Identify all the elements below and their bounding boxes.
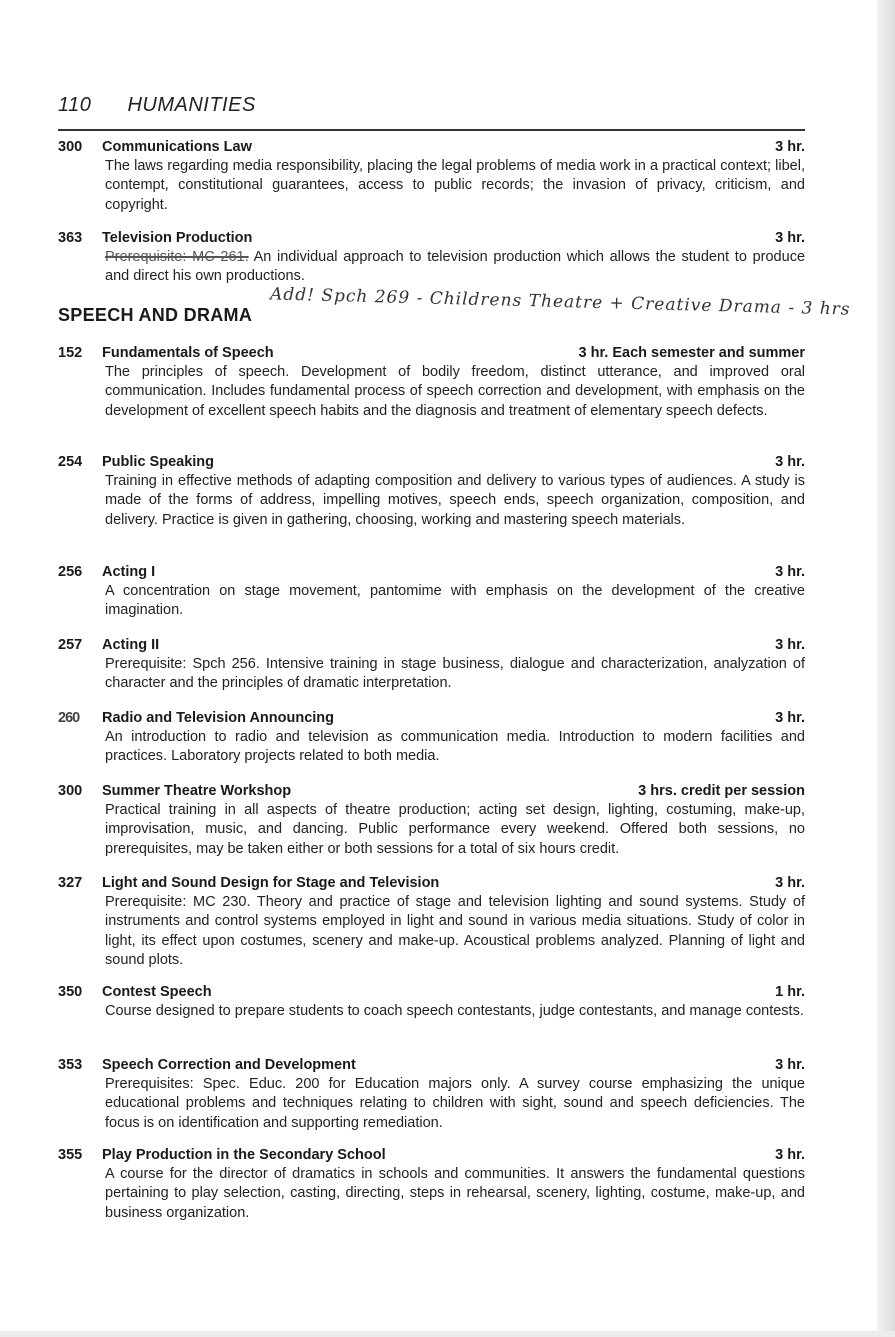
course-credit: 3 hr. bbox=[775, 637, 805, 653]
course-description: Prerequisite: Spch 256. Intensive training in stage business, dialogue and characterization, analyzation of character and the principles of dramatic interpretation. bbox=[105, 656, 805, 692]
course-number: 355 bbox=[58, 1147, 83, 1163]
section-heading: SPEECH AND DRAMA bbox=[58, 305, 253, 325]
course-description: A concentration on stage movement, pantomime with emphasis on the development of the creative imagination. bbox=[105, 583, 805, 619]
course-number: 353 bbox=[58, 1057, 83, 1073]
course-credit: 3 hr. Each semester and summer bbox=[578, 345, 805, 361]
course-number: 152 bbox=[58, 345, 83, 361]
course-credit: 3 hr. bbox=[775, 710, 805, 726]
course-entry bbox=[58, 453, 805, 530]
course-entry bbox=[58, 874, 805, 971]
page-edge-shadow bbox=[877, 0, 895, 1337]
course-credit: 3 hr. bbox=[775, 230, 805, 246]
course-title: Radio and Television Announcing bbox=[102, 710, 335, 726]
course-entry bbox=[58, 344, 805, 421]
course-title: Acting I bbox=[102, 564, 156, 580]
course-title: Communications Law bbox=[102, 139, 252, 155]
course-number: 300 bbox=[58, 783, 83, 799]
course-number: 327 bbox=[58, 875, 83, 891]
course-credit: 3 hr. bbox=[775, 454, 805, 470]
course-number: 257 bbox=[58, 637, 83, 653]
course-number: 256 bbox=[58, 564, 83, 580]
course-title: Speech Correction and Development bbox=[102, 1057, 356, 1073]
course-credit: 3 hr. bbox=[775, 1057, 805, 1073]
course-entry bbox=[58, 709, 805, 767]
course-credit: 3 hrs. credit per session bbox=[638, 783, 805, 799]
course-description: Course designed to prepare students to coach speech contestants, judge contestants, and manage contests. bbox=[105, 1003, 804, 1019]
course-entry bbox=[58, 636, 805, 694]
course-description: The principles of speech. Development of bodily freedom, distinct utterance, and improved oral communication. Includes fundamental process of speech correction and development, with emphasis on the development of excellent speech habits and the diagnosis and treatment of elementary speech defects. bbox=[105, 364, 805, 419]
header-rule bbox=[58, 129, 805, 131]
page-section-title: HUMANITIES bbox=[127, 94, 256, 116]
course-entry bbox=[58, 1056, 805, 1133]
course-credit: 1 hr. bbox=[775, 984, 805, 1000]
course-description: A course for the director of dramatics in schools and communities. It answers the fundamental questions pertaining to play selection, casting, directing, steps in rehearsal, scenery, lighting, costume, make-up, and business organization. bbox=[105, 1166, 805, 1221]
page-number: 110 bbox=[58, 94, 92, 116]
course-description: Practical training in all aspects of theatre production; acting set design, lighting, costuming, make-up, improvisation, music, and dancing. Public performance every weekend. Offered both sessions, no prerequisites, may be taken either or both sessions for a total of six hours credit. bbox=[105, 802, 805, 857]
course-entry bbox=[58, 1146, 805, 1223]
course-credit: 3 hr. bbox=[775, 875, 805, 891]
course-title: Public Speaking bbox=[102, 454, 214, 470]
course-description: Prerequisites: Spec. Educ. 200 for Education majors only. A survey course emphasizing the unique educational problems and techniques relating to children with sight, sound and speech deficiencies. The focus is on identification and supporting remediation. bbox=[105, 1076, 805, 1131]
course-description: Prerequisite: MC 230. Theory and practice of stage and television lighting and sound systems. Study of instruments and control systems employed in light and sound in various media situations. Study of color in light, its effect upon costumes, scenery and make-up. Acoustical problems analyzed. Planning of light and sound plots. bbox=[105, 894, 805, 969]
course-number: 300 bbox=[58, 139, 83, 155]
course-description: An introduction to radio and television as communication media. Introduction to modern facilities and practices. Laboratory projects related to both media. bbox=[105, 729, 805, 765]
course-title: Fundamentals of Speech bbox=[102, 345, 274, 361]
course-description: The laws regarding media responsibility, placing the legal problems of media work in a practical context; libel, contempt, constitutional guarantees, access to public records; the invasion of privacy, criticism, and copyright. bbox=[105, 158, 805, 213]
course-number: 260 bbox=[58, 710, 80, 726]
struck-prerequisite: Prerequisite: MC 261. bbox=[105, 249, 249, 265]
page-bottom-edge bbox=[0, 1331, 895, 1337]
course-number: 254 bbox=[58, 454, 83, 470]
handwritten-annotation: Add! Spch 269 - Childrens Theatre + Creative Drama - 3 hrs bbox=[269, 284, 851, 320]
course-entry bbox=[58, 563, 805, 621]
course-title: Contest Speech bbox=[102, 984, 212, 1000]
course-entry bbox=[58, 782, 805, 859]
course-title: Play Production in the Secondary School bbox=[102, 1147, 386, 1163]
course-entry bbox=[58, 983, 805, 1021]
course-number: 350 bbox=[58, 984, 83, 1000]
course-description: Training in effective methods of adapting composition and delivery to various types of audiences. A study is made of the forms of address, impelling motives, speech ends, speech organization, composition, and delivery. Practice is given in gathering, choosing, working and mastering speech materials. bbox=[105, 473, 805, 528]
course-credit: 3 hr. bbox=[775, 1147, 805, 1163]
course-entry bbox=[58, 138, 805, 215]
course-credit: 3 hr. bbox=[775, 564, 805, 580]
course-description: An individual approach to television production which allows the student to produce and direct his own productions. bbox=[105, 249, 806, 285]
course-title: Television Production bbox=[102, 230, 253, 246]
course-credit: 3 hr. bbox=[775, 139, 805, 155]
course-number: 363 bbox=[58, 230, 83, 246]
course-entry bbox=[58, 229, 805, 287]
course-title: Light and Sound Design for Stage and Television bbox=[102, 875, 440, 891]
page-header bbox=[58, 94, 256, 117]
course-title: Acting II bbox=[102, 637, 160, 653]
course-title: Summer Theatre Workshop bbox=[102, 783, 292, 799]
